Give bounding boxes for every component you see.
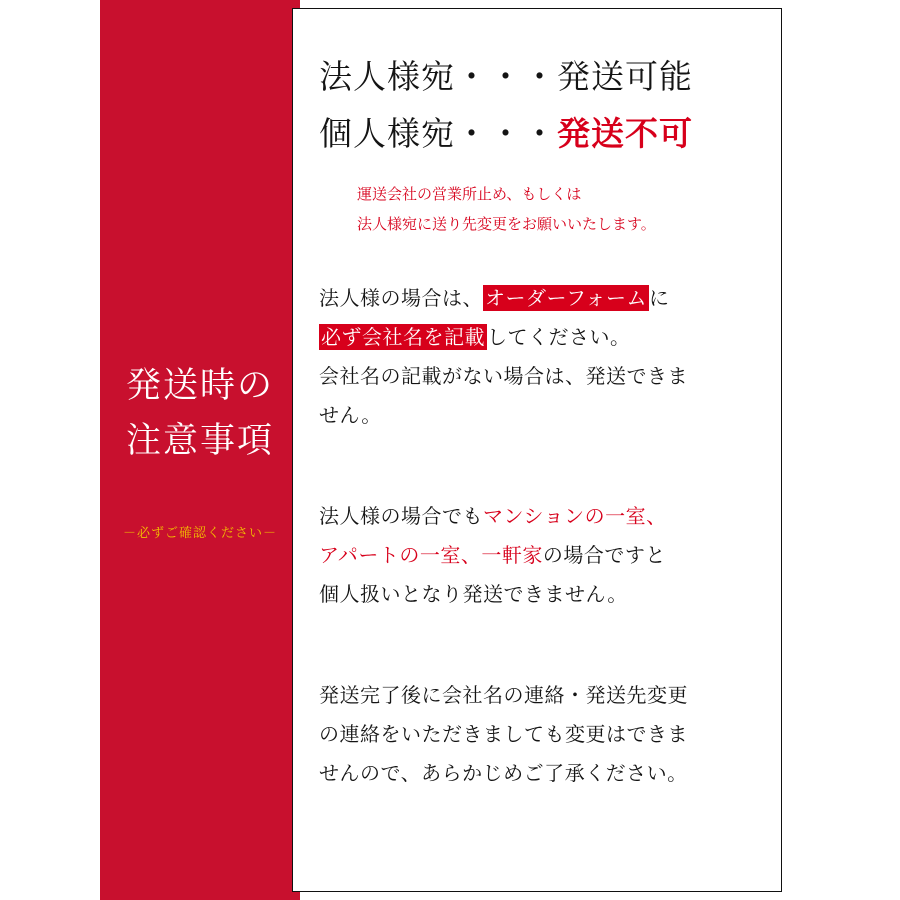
- block1-l1-b: に: [649, 285, 670, 310]
- block2-line-3: 個人扱いとなり発送できません。: [319, 581, 628, 606]
- block2-line-2: [319, 536, 755, 575]
- headline-corporate-label: 法人様宛・・・: [319, 57, 557, 96]
- red-side-band: [100, 0, 300, 900]
- band-content: [100, 0, 300, 900]
- block-company-name: [319, 279, 755, 435]
- block1-highlight-orderform: オーダーフォーム: [485, 285, 647, 310]
- headline-line-individual: [319, 106, 755, 163]
- band-title-line-2: 注意事項: [125, 420, 274, 461]
- headline-line-corporate: [319, 49, 755, 106]
- block-after-shipping: [319, 676, 755, 793]
- block2-red-mansion: マンションの一室、: [483, 503, 667, 528]
- band-title-line-1: 発送時の: [125, 366, 274, 407]
- block1-l2-b: してください。: [487, 324, 631, 349]
- headline-individual-label: 個人様宛・・・: [319, 113, 557, 153]
- headline-corporate-value: 発送可能: [557, 57, 693, 96]
- block1-line-2: [319, 318, 755, 357]
- block2-l2-b: の場合ですと: [542, 542, 666, 567]
- block3-line-3: せんので、あらかじめご了承ください。: [319, 760, 688, 785]
- headline-individual-value: 発送不可: [557, 113, 693, 153]
- note-line-2: 法人様宛に送り先変更をお願いいたします。: [357, 214, 656, 233]
- block-residence-type: [319, 497, 755, 614]
- block1-l1-a: 法人様の場合は、: [319, 285, 483, 310]
- note-block: [357, 179, 755, 239]
- block2-l1-a: 法人様の場合でも: [319, 503, 483, 528]
- block3-line-2: の連絡をいただきましても変更はできま: [319, 721, 688, 746]
- block2-red-apartment: アパートの一室、一軒家: [319, 542, 543, 567]
- block2-line-1: [319, 497, 755, 536]
- note-line-1: 運送会社の営業所止め、もしくは: [357, 184, 582, 203]
- band-subtitle: －必ずご確認ください－: [122, 525, 277, 541]
- block1-line-4: せん。: [319, 402, 382, 427]
- content-panel: [292, 8, 782, 892]
- band-title: [126, 359, 274, 468]
- headline-block: [319, 49, 755, 163]
- block3-line-1: 発送完了後に会社名の連絡・発送先変更: [319, 682, 688, 707]
- block1-line-1: [319, 279, 755, 318]
- block1-line-3: 会社名の記載がない場合は、発送できま: [319, 363, 688, 388]
- block1-highlight-required: 必ず会社名を記載: [321, 324, 485, 349]
